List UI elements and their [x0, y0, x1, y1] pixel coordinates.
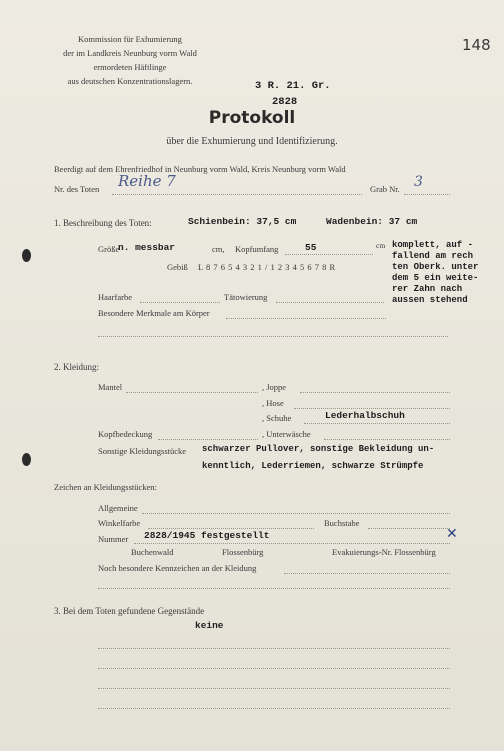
document-subtitle: über die Exhumierung und Identifizierung. — [166, 136, 338, 147]
taetowierung-label: Tätowierung — [224, 292, 268, 302]
haarfarbe-label: Haarfarbe — [98, 292, 132, 302]
teeth-note — [392, 240, 478, 306]
document-title: Protokoll — [208, 108, 296, 128]
punch-hole — [22, 249, 31, 262]
mantel-label: Mantel — [98, 382, 123, 392]
section3-heading: 3. Bei dem Toten gefundene Gegenstände — [54, 606, 205, 616]
nr-value: Reihe 7 — [118, 172, 176, 190]
kopfbedeckung-label: Kopfbedeckung — [98, 429, 153, 439]
grave-label: Grab Nr. — [370, 184, 400, 194]
sonstige-value: schwarzer Pullover, sonstige Bekleidung un- — [202, 444, 435, 454]
section3-value: keine — [195, 620, 224, 631]
reference-number: 2828 — [272, 96, 298, 108]
allgemeine-label: Allgemeine — [98, 503, 138, 513]
buchstabe-label: Buchstabe — [324, 518, 360, 528]
commission-line: der im Landkreis Neunburg vorm Wald — [63, 48, 197, 58]
teeth-note-line: fallend am rech — [392, 251, 474, 261]
gebiss-scheme: L 8 7 6 5 4 3 2 1 / 1 2 3 4 5 6 7 8 R — [198, 262, 336, 272]
wadenbein-value: Wadenbein: 37 cm — [326, 216, 418, 227]
x-mark-icon: ✕ — [446, 526, 458, 542]
kopfumfang-label: Kopfumfang — [235, 244, 279, 254]
groesse-value: n. messbar — [118, 242, 176, 253]
buchenwald-label: Buchenwald — [131, 547, 174, 557]
gebiss-label: Gebiß — [167, 262, 188, 272]
punch-hole — [22, 453, 31, 466]
page-number: 148 — [462, 36, 491, 54]
nummer-label: Nummer — [98, 534, 129, 544]
schienbein-value: Schienbein: 37,5 cm — [188, 216, 297, 227]
kopfumfang-value: 55 — [305, 242, 317, 253]
nummer-value: 2828/1945 festgestellt — [144, 530, 270, 541]
flossenbuerg-label: Flossenbürg — [222, 547, 264, 557]
commission-line: aus deutschen Konzentrationslagern. — [67, 76, 193, 86]
commission-line: ermordeten Häftlinge — [93, 62, 167, 72]
sonstige-value: kenntlich, Lederriemen, schwarze Strümpfe — [202, 461, 424, 471]
teeth-note-line: komplett, auf - — [392, 240, 474, 250]
marks-heading: Zeichen an Kleidungsstücken: — [54, 482, 157, 492]
cm2-label: cm — [376, 241, 386, 250]
section1-heading: 1. Beschreibung des Toten: — [54, 218, 152, 228]
section2-heading: 2. Kleidung: — [54, 362, 99, 372]
teeth-note-line: rer Zahn nach — [392, 284, 463, 294]
nr-label: Nr. des Toten — [54, 184, 100, 194]
teeth-note-line: ten Oberk. unter — [392, 262, 479, 272]
commission-header — [40, 32, 220, 88]
winkelfarbe-label: Winkelfarbe — [98, 518, 141, 528]
burial-place: Beerdigt auf dem Ehrenfriedhof in Neunburg vorm Wald, Kreis Neunburg vorm Wald — [54, 164, 346, 174]
merkmale-label: Besondere Merkmale am Körper — [98, 308, 210, 318]
grave-value: 3 — [414, 174, 423, 190]
teeth-note-line: aussen stehend — [392, 295, 468, 305]
cm-label: cm, — [212, 244, 225, 254]
teeth-note-line: dem 5 ein weite- — [392, 273, 479, 283]
kennzeichen-label: Noch besondere Kennzeichen an der Kleidung — [98, 563, 257, 573]
hose-label: , Hose — [262, 398, 284, 408]
schuhe-value: Lederhalbschuh — [325, 410, 405, 421]
reference-line: 3 R. 21. Gr. — [255, 80, 331, 92]
evak-label: Evakuierungs-Nr. Flossenbürg — [332, 547, 436, 557]
groesse-label: Größe — [98, 244, 120, 254]
unterwaesche-label: , Unterwäsche — [262, 429, 311, 439]
joppe-label: , Joppe — [262, 382, 287, 392]
schuhe-label: , Schuhe — [262, 413, 292, 423]
commission-line: Kommission für Exhumierung — [78, 34, 182, 44]
sonstige-label: Sonstige Kleidungsstücke — [98, 446, 187, 456]
